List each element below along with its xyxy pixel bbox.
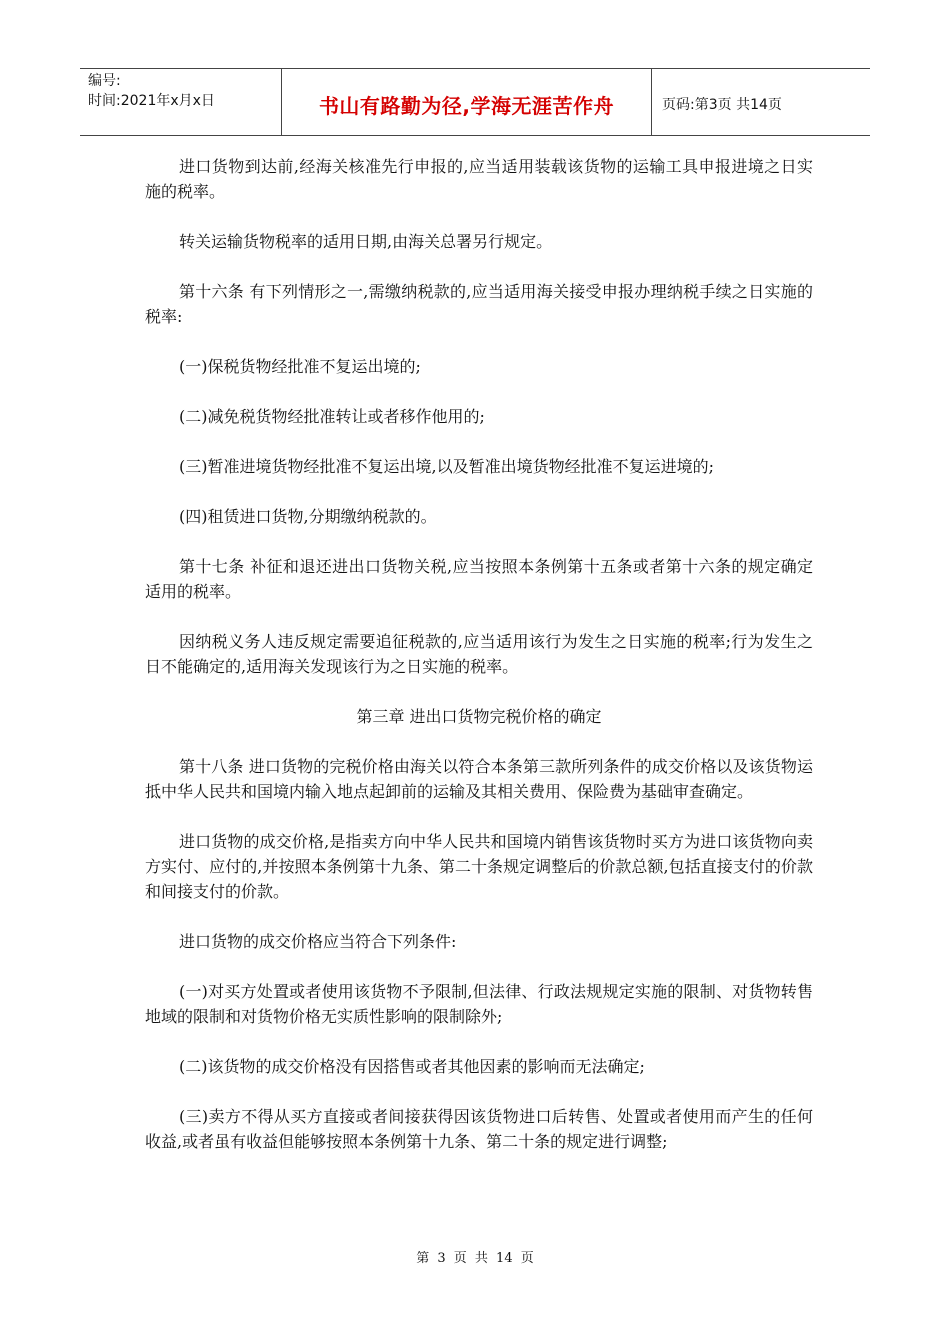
paragraph: 第十六条 有下列情形之一,需缴纳税款的,应当适用海关接受申报办理纳税手续之日实施的税率:	[145, 282, 813, 326]
paragraph: 第十七条 补征和退还进出口货物关税,应当按照本条例第十五条或者第十六条的规定确定适用的税率。	[145, 557, 813, 601]
document-body	[145, 154, 813, 1179]
header-motto-cell	[282, 69, 652, 135]
header-page-info: 页码:第3页 共14页	[662, 97, 782, 113]
document-number-label: 编号:	[88, 73, 121, 89]
paragraph: 转关运输货物税率的适用日期,由海关总署另行规定。	[179, 232, 553, 251]
paragraph: 第十八条 进口货物的完税价格由海关以符合本条第三款所列条件的成交价格以及该货物运抵中华人民共和国境内输入地点起卸前的运输及其相关费用、保险费为基础审查确定。	[145, 757, 813, 801]
page-header	[80, 68, 870, 136]
paragraph: (一)保税货物经批准不复运出境的;	[179, 357, 421, 376]
document-date: 时间:2021年x月x日	[88, 93, 215, 109]
chapter-title: 第三章 进出口货物完税价格的确定	[356, 707, 602, 726]
paragraph: (一)对买方处置或者使用该货物不予限制,但法律、行政法规规定实施的限制、对货物转售地域的限制和对货物价格无实质性影响的限制除外;	[145, 982, 813, 1026]
header-meta	[80, 69, 282, 135]
paragraph: (二)该货物的成交价格没有因搭售或者其他因素的影响而无法确定;	[179, 1057, 645, 1076]
paragraph: 进口货物的成交价格应当符合下列条件:	[179, 932, 457, 951]
page-footer: 第 3 页 共 14 页	[416, 1251, 534, 1266]
paragraph: 进口货物到达前,经海关核准先行申报的,应当适用装载该货物的运输工具申报进境之日实施的税率。	[145, 157, 813, 201]
paragraph: 因纳税义务人违反规定需要追征税款的,应当适用该行为发生之日实施的税率;行为发生之日不能确定的,适用海关发现该行为之日实施的税率。	[145, 632, 813, 676]
paragraph: (三)卖方不得从买方直接或者间接获得因该货物进口后转售、处置或者使用而产生的任何收益,或者虽有收益但能够按照本条例第十九条、第二十条的规定进行调整;	[145, 1107, 813, 1151]
paragraph: (三)暂准进境货物经批准不复运出境,以及暂准出境货物经批准不复运进境的;	[179, 457, 714, 476]
paragraph: 进口货物的成交价格,是指卖方向中华人民共和国境内销售该货物时买方为进口该货物向卖方实付、应付的,并按照本条例第十九条、第二十条规定调整后的价款总额,包括直接支付的价款和间接支付的价款。	[145, 832, 813, 901]
paragraph: (四)租赁进口货物,分期缴纳税款的。	[179, 507, 437, 526]
header-motto: 书山有路勤为径,学海无涯苦作舟	[318, 93, 615, 118]
paragraph: (二)减免税货物经批准转让或者移作他用的;	[179, 407, 485, 426]
